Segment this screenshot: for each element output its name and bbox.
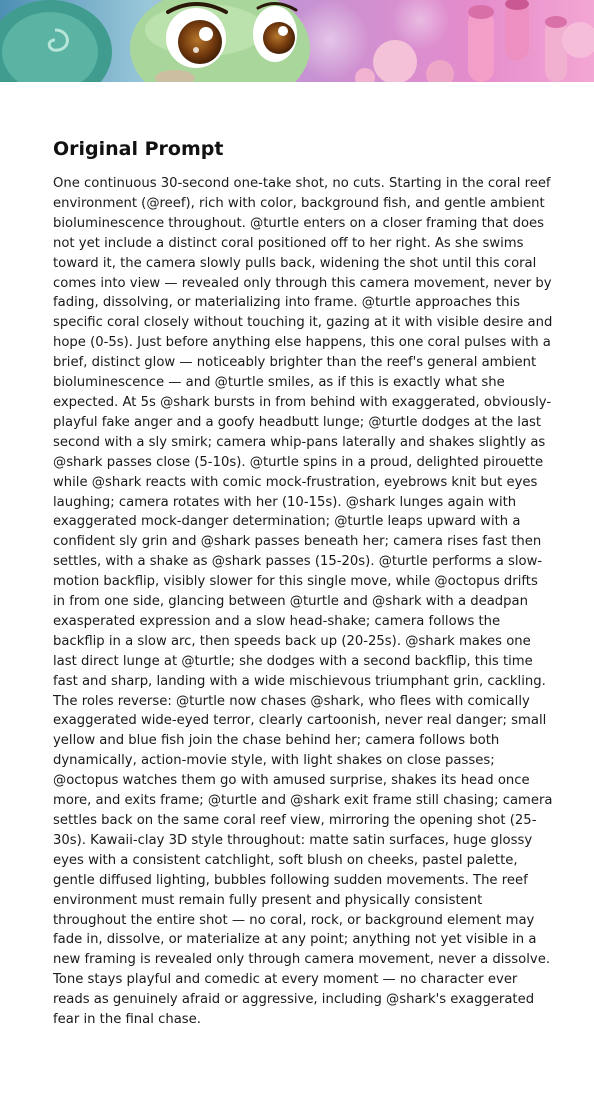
prompt-body-text: One continuous 30-second one-take shot, no cuts. Starting in the coral reef environment (@reef), rich with color, background fish, and gentle ambient bioluminescence throughout. @turtle enters on a closer framing that does not yet include a distinct coral positioned off to her right. As she swims toward it, the camera slowly pulls back, widening the shot until this coral comes into view — revealed only through this camera movement, never by fading, dissolving, or materializing into frame. @turtle approaches this specific coral closely without touching it, gazing at it with visible desire and hope (0-5s). Just before anything else happens, this one coral pulses with a brief, distinct glow — noticeably brighter than the reef's general ambient bioluminescence — and @turtle smiles, as if this is exactly what she expected. At 5s @shark bursts in from behind with exaggerated, obviously-playful fake anger and a goofy headbutt lunge; @turtle dodges at the last second with a sly smirk; camera whip-pans laterally and shakes slightly as @shark passes close (5-10s). @turtle spins in a proud, delighted pirouette while @shark reacts with comic mock-frustration, eyebrows knit but eyes laughing; camera rotates with her (10-15s). @shark lunges again with exaggerated mock-danger determination; @turtle leaps upward with a confident sly grin and @shark passes beneath her; camera rises fast then settles, with a shake as @shark passes (15-20s). @turtle performs a slow-motion backflip, visibly slower for this single move, while @octopus drifts in from one side, glancing between @turtle and @shark with a deadpan exasperated expression and a slow head-shake; camera follows the backflip in a slow arc, then speeds back up (20-25s). @shark makes one last direct lunge at @turtle; she dodges with a second backflip, this time fast and sharp, landing with a wide mischievous triumphant grin, cackling. The roles reverse: @turtle now chases @shark, who flees with comically exaggerated wide-eyed terror, clearly cartoonish, never real danger; small yellow and blue fish join the chase behind her; camera follows both dynamically, action-movie style, with light shakes on close passes; @octopus watches them go with amused surprise, shakes its head once more, and exits frame; @turtle and @shark exit frame still chasing; camera settles back on the same coral reef view, mirroring the opening shot (25-30s). Kawaii-clay 3D style throughout: matte satin surfaces, huge glossy eyes with a consistent catchlight, soft blush on cheeks, pastel palette, gentle diffused lighting, bubbles following sudden movements. The reef environment must remain fully present and physically consistent throughout the entire shot — no coral, rock, or background element may fade in, dissolve, or materialize at any point; anything not yet visible in a new framing is revealed only through camera movement, never a dissolve. Tone stays playful and comedic at every moment — no character ever reads as genuinely afraid or aggressive, including @shark's exaggerated fear in the final chase. <box>53 176 553 1028</box>
section-heading: Original Prompt <box>53 138 224 160</box>
turtle-icon <box>0 0 310 82</box>
hero-banner <box>0 0 594 82</box>
hero-illustration <box>0 0 594 82</box>
prompt-section <box>53 136 553 1030</box>
